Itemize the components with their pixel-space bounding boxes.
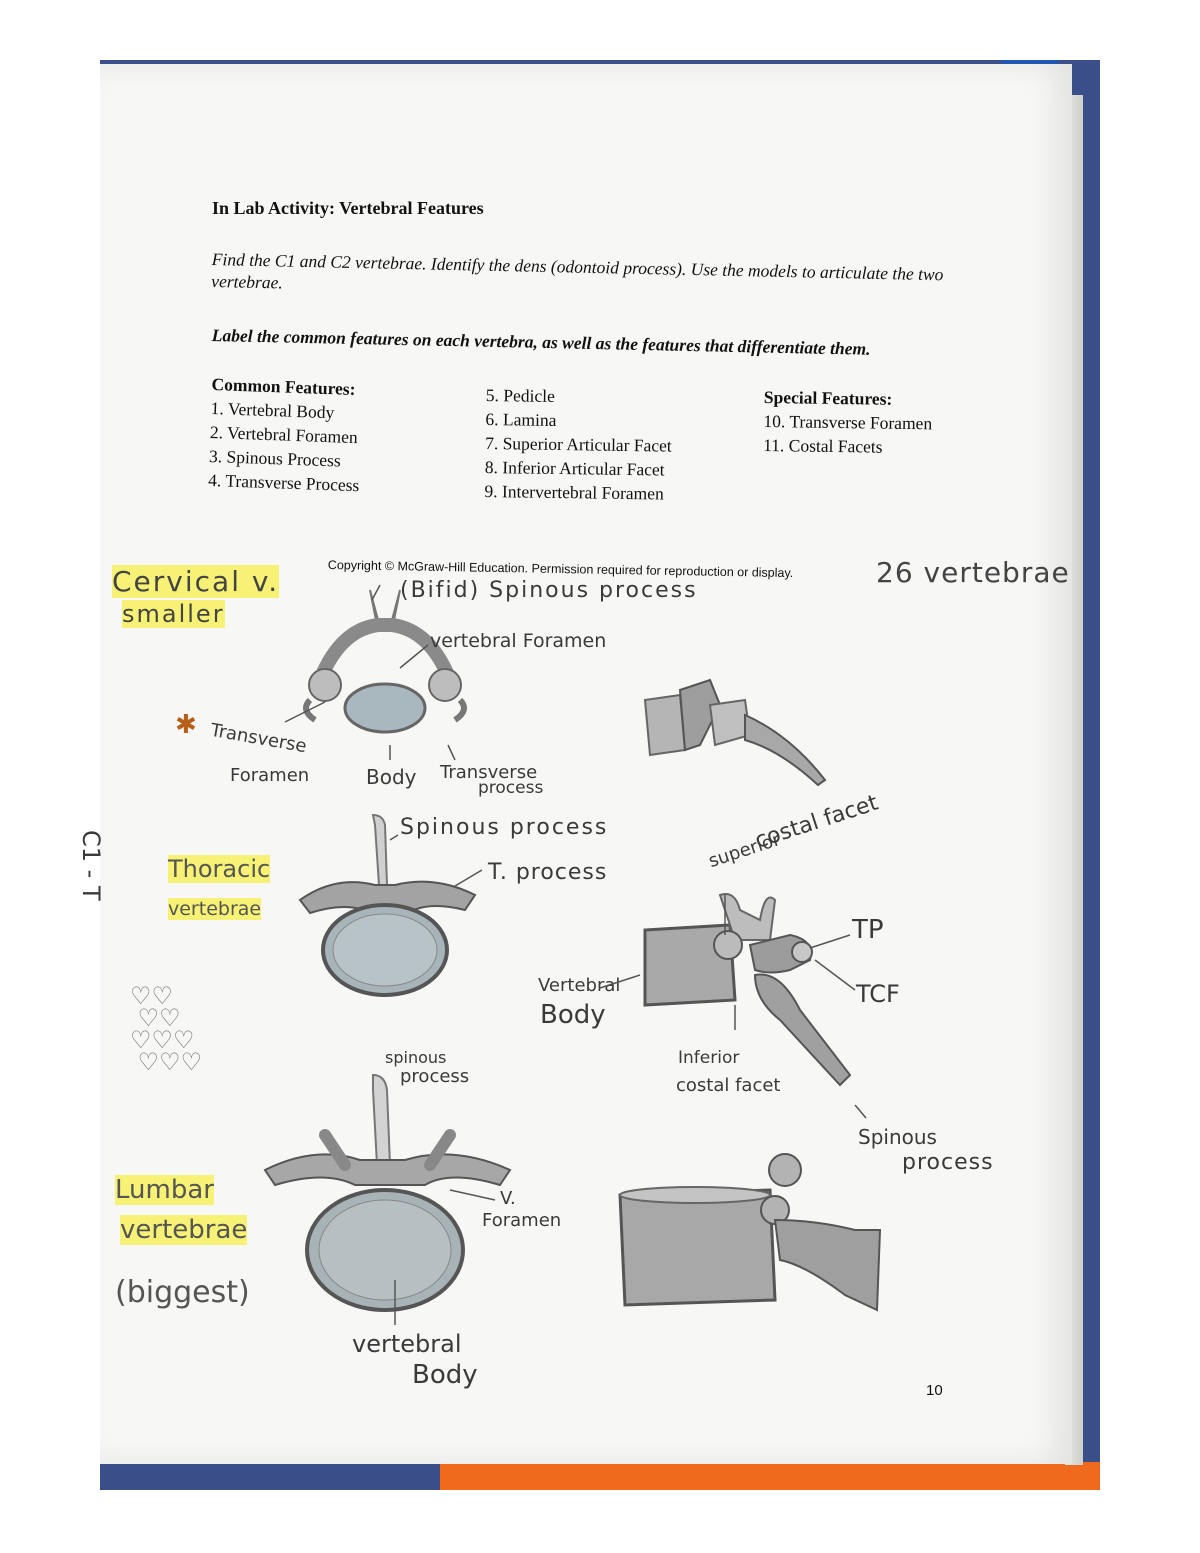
hw-inferior-costal-2: costal facet (676, 1075, 781, 1096)
feature-item: 8. Inferior Articular Facet (484, 456, 665, 480)
hw-thoracic-note: vertebrae (168, 898, 262, 920)
hw-bifid-spinous: (Bifid) Spinous process (400, 578, 698, 603)
feature-item: 6. Lamina (485, 408, 557, 430)
copyright-notice: Copyright © McGraw-Hill Education. Permission required for reproduction or display. (327, 558, 794, 581)
hw-v-foramen-2: Foramen (482, 1210, 562, 1231)
hw-vertebral-body-3: vertebral (352, 1330, 462, 1358)
hw-spinous-process-4b: process (400, 1066, 470, 1087)
hw-superior-costal-2: costal facet (752, 790, 882, 854)
hw-transverse-foramen-2: Foramen (230, 765, 310, 786)
hw-total-vertebrae: 26 vertebrae (876, 556, 1070, 589)
hw-cervical-label: Cervical v. (112, 565, 280, 598)
special-features-heading: Special Features: (763, 386, 893, 409)
feature-item: 9. Intervertebral Foramen (484, 480, 664, 504)
feature-item: 11. Costal Facets (763, 434, 883, 457)
hw-tcf: TCF (856, 980, 900, 1008)
hw-vertebral-body-4: Body (412, 1360, 478, 1390)
common-features-heading: Common Features: (211, 373, 356, 400)
hw-superior-costal-1: superior (706, 829, 783, 872)
feature-item: 2. Vertebral Foramen (209, 421, 359, 448)
hw-v-foramen-1: V. (500, 1188, 516, 1209)
hw-transverse-foramen-1: Transverse (208, 719, 309, 758)
feature-item: 7. Superior Articular Facet (485, 432, 672, 456)
instruction-articulate: Find the C1 and C2 vertebrae. Identify the dens (odontoid process). Use the models to articulate the two vertebrae. (211, 248, 944, 293)
hw-lumbar-label: Lumbar (115, 1175, 214, 1205)
hw-vertebral-body-1: Vertebral (538, 975, 621, 996)
hw-tp: TP (852, 915, 884, 945)
feature-item: 4. Transverse Process (207, 469, 360, 496)
instruction-label: Label the common features on each vertebra, as well as the features that differentiate them. (211, 325, 871, 359)
hw-cervical-note: smaller (122, 600, 225, 628)
hw-thoracic-label: Thoracic (168, 855, 271, 883)
hw-c1-t: C1 - T (77, 830, 105, 901)
hw-lumbar-size: (biggest) (115, 1275, 250, 1310)
hw-vertebral-body-2: Body (540, 1000, 606, 1030)
hw-transverse-process-1: Transverse (440, 762, 538, 783)
feature-item: 10. Transverse Foramen (763, 410, 933, 434)
hw-spinous-process-thoracic: Spinous process (400, 815, 609, 840)
hw-transverse-process-2: process (478, 778, 544, 798)
feature-item: 3. Spinous Process (208, 445, 342, 471)
hw-vertebral-foramen: vertebral Foramen (430, 630, 607, 652)
hw-spinous-process-3b: process (902, 1150, 994, 1175)
hw-inferior-costal-1: Inferior (678, 1048, 740, 1068)
hw-body-cervical: Body (366, 765, 417, 789)
hw-spinous-process-3a: Spinous (858, 1125, 937, 1149)
hw-spinous-process-4a: spinous (385, 1048, 447, 1067)
hw-heart-doodles: ♡♡ ♡♡ ♡♡♡ ♡♡♡ (130, 982, 203, 1076)
feature-item: 5. Pedicle (485, 384, 555, 406)
hw-lumbar-note: vertebrae (120, 1215, 248, 1245)
asterisk-icon: ✱ (175, 710, 197, 740)
page-number: 10 (926, 1382, 943, 1399)
feature-item: 1. Vertebral Body (210, 397, 335, 423)
worksheet-title: In Lab Activity: Vertebral Features (212, 198, 484, 218)
hw-t-process: T. process (488, 860, 608, 885)
